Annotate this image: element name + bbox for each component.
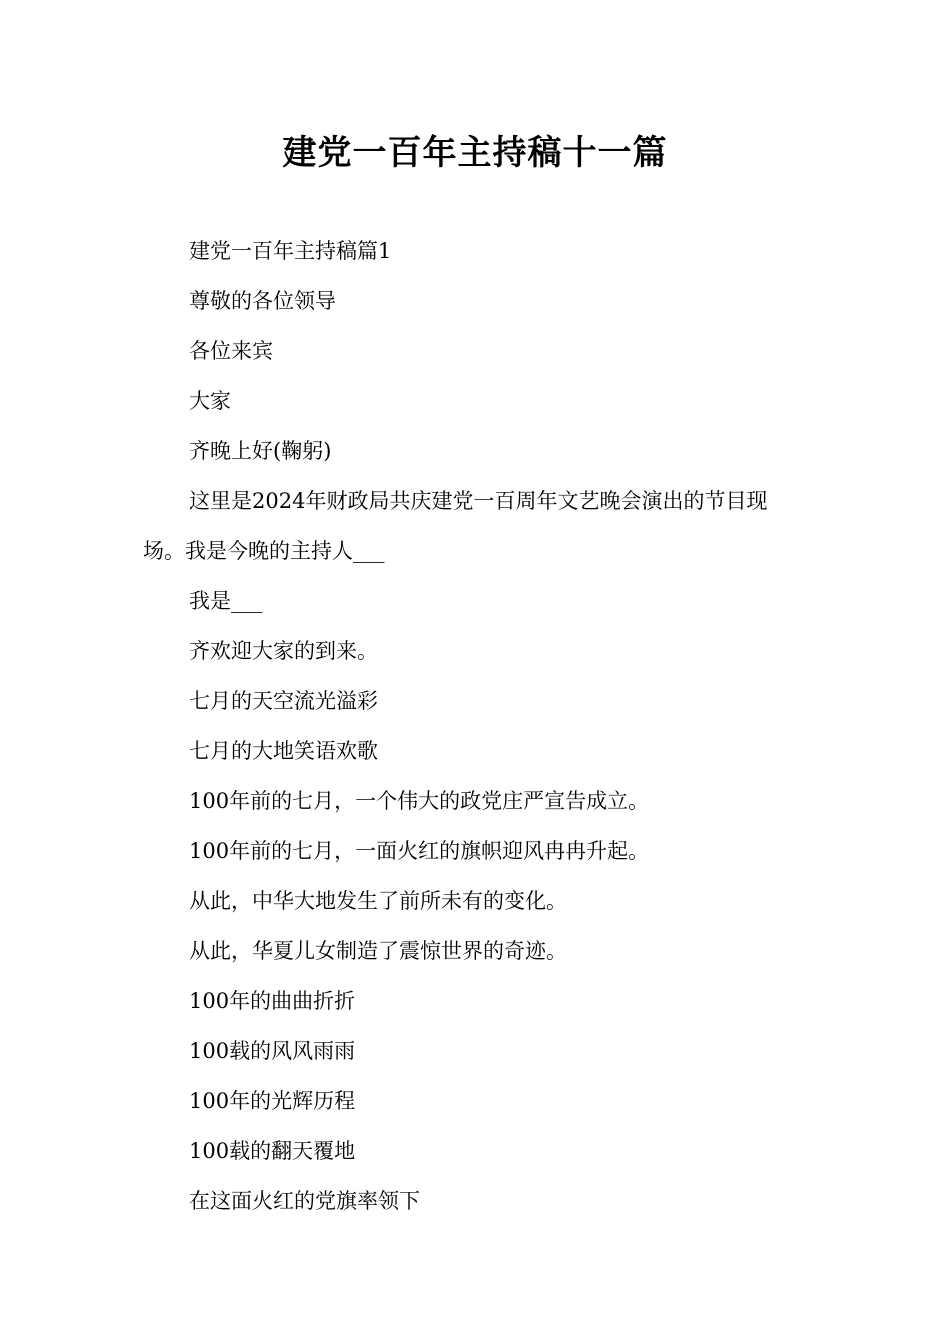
paragraph: 齐晚上好(鞠躬) <box>189 439 332 463</box>
document-title: 建党一百年主持稿十一篇 <box>282 133 668 173</box>
paragraph: 建党一百年主持稿篇1 <box>189 239 392 263</box>
paragraph: 100年的曲曲折折 <box>189 989 356 1013</box>
paragraph: 七月的天空流光溢彩 <box>189 689 378 713</box>
paragraph: 100载的风风雨雨 <box>189 1039 356 1063</box>
paragraph: 尊敬的各位领导 <box>189 289 336 313</box>
paragraph: 100载的翻天覆地 <box>189 1139 356 1163</box>
paragraph: 从此，华夏儿女制造了震惊世界的奇迹。 <box>189 939 567 963</box>
paragraph: 各位来宾 <box>189 339 273 363</box>
paragraph: 这里是2024年财政局共庆建党一百周年文艺晚会演出的节目现场。我是今晚的主持人___ <box>143 489 768 563</box>
paragraph: 我是___ <box>189 589 263 613</box>
paragraph: 100年前的七月，一面火红的旗帜迎风冉冉升起。 <box>189 839 650 863</box>
paragraph: 100年前的七月，一个伟大的政党庄严宣告成立。 <box>189 789 650 813</box>
paragraph: 在这面火红的党旗率领下 <box>189 1189 420 1213</box>
paragraph: 100年的光辉历程 <box>189 1089 356 1113</box>
paragraph: 大家 <box>189 389 231 413</box>
document-body <box>143 226 808 1226</box>
paragraph: 七月的大地笑语欢歌 <box>189 739 378 763</box>
paragraph: 齐欢迎大家的到来。 <box>189 639 378 663</box>
paragraph: 从此，中华大地发生了前所未有的变化。 <box>189 889 567 913</box>
